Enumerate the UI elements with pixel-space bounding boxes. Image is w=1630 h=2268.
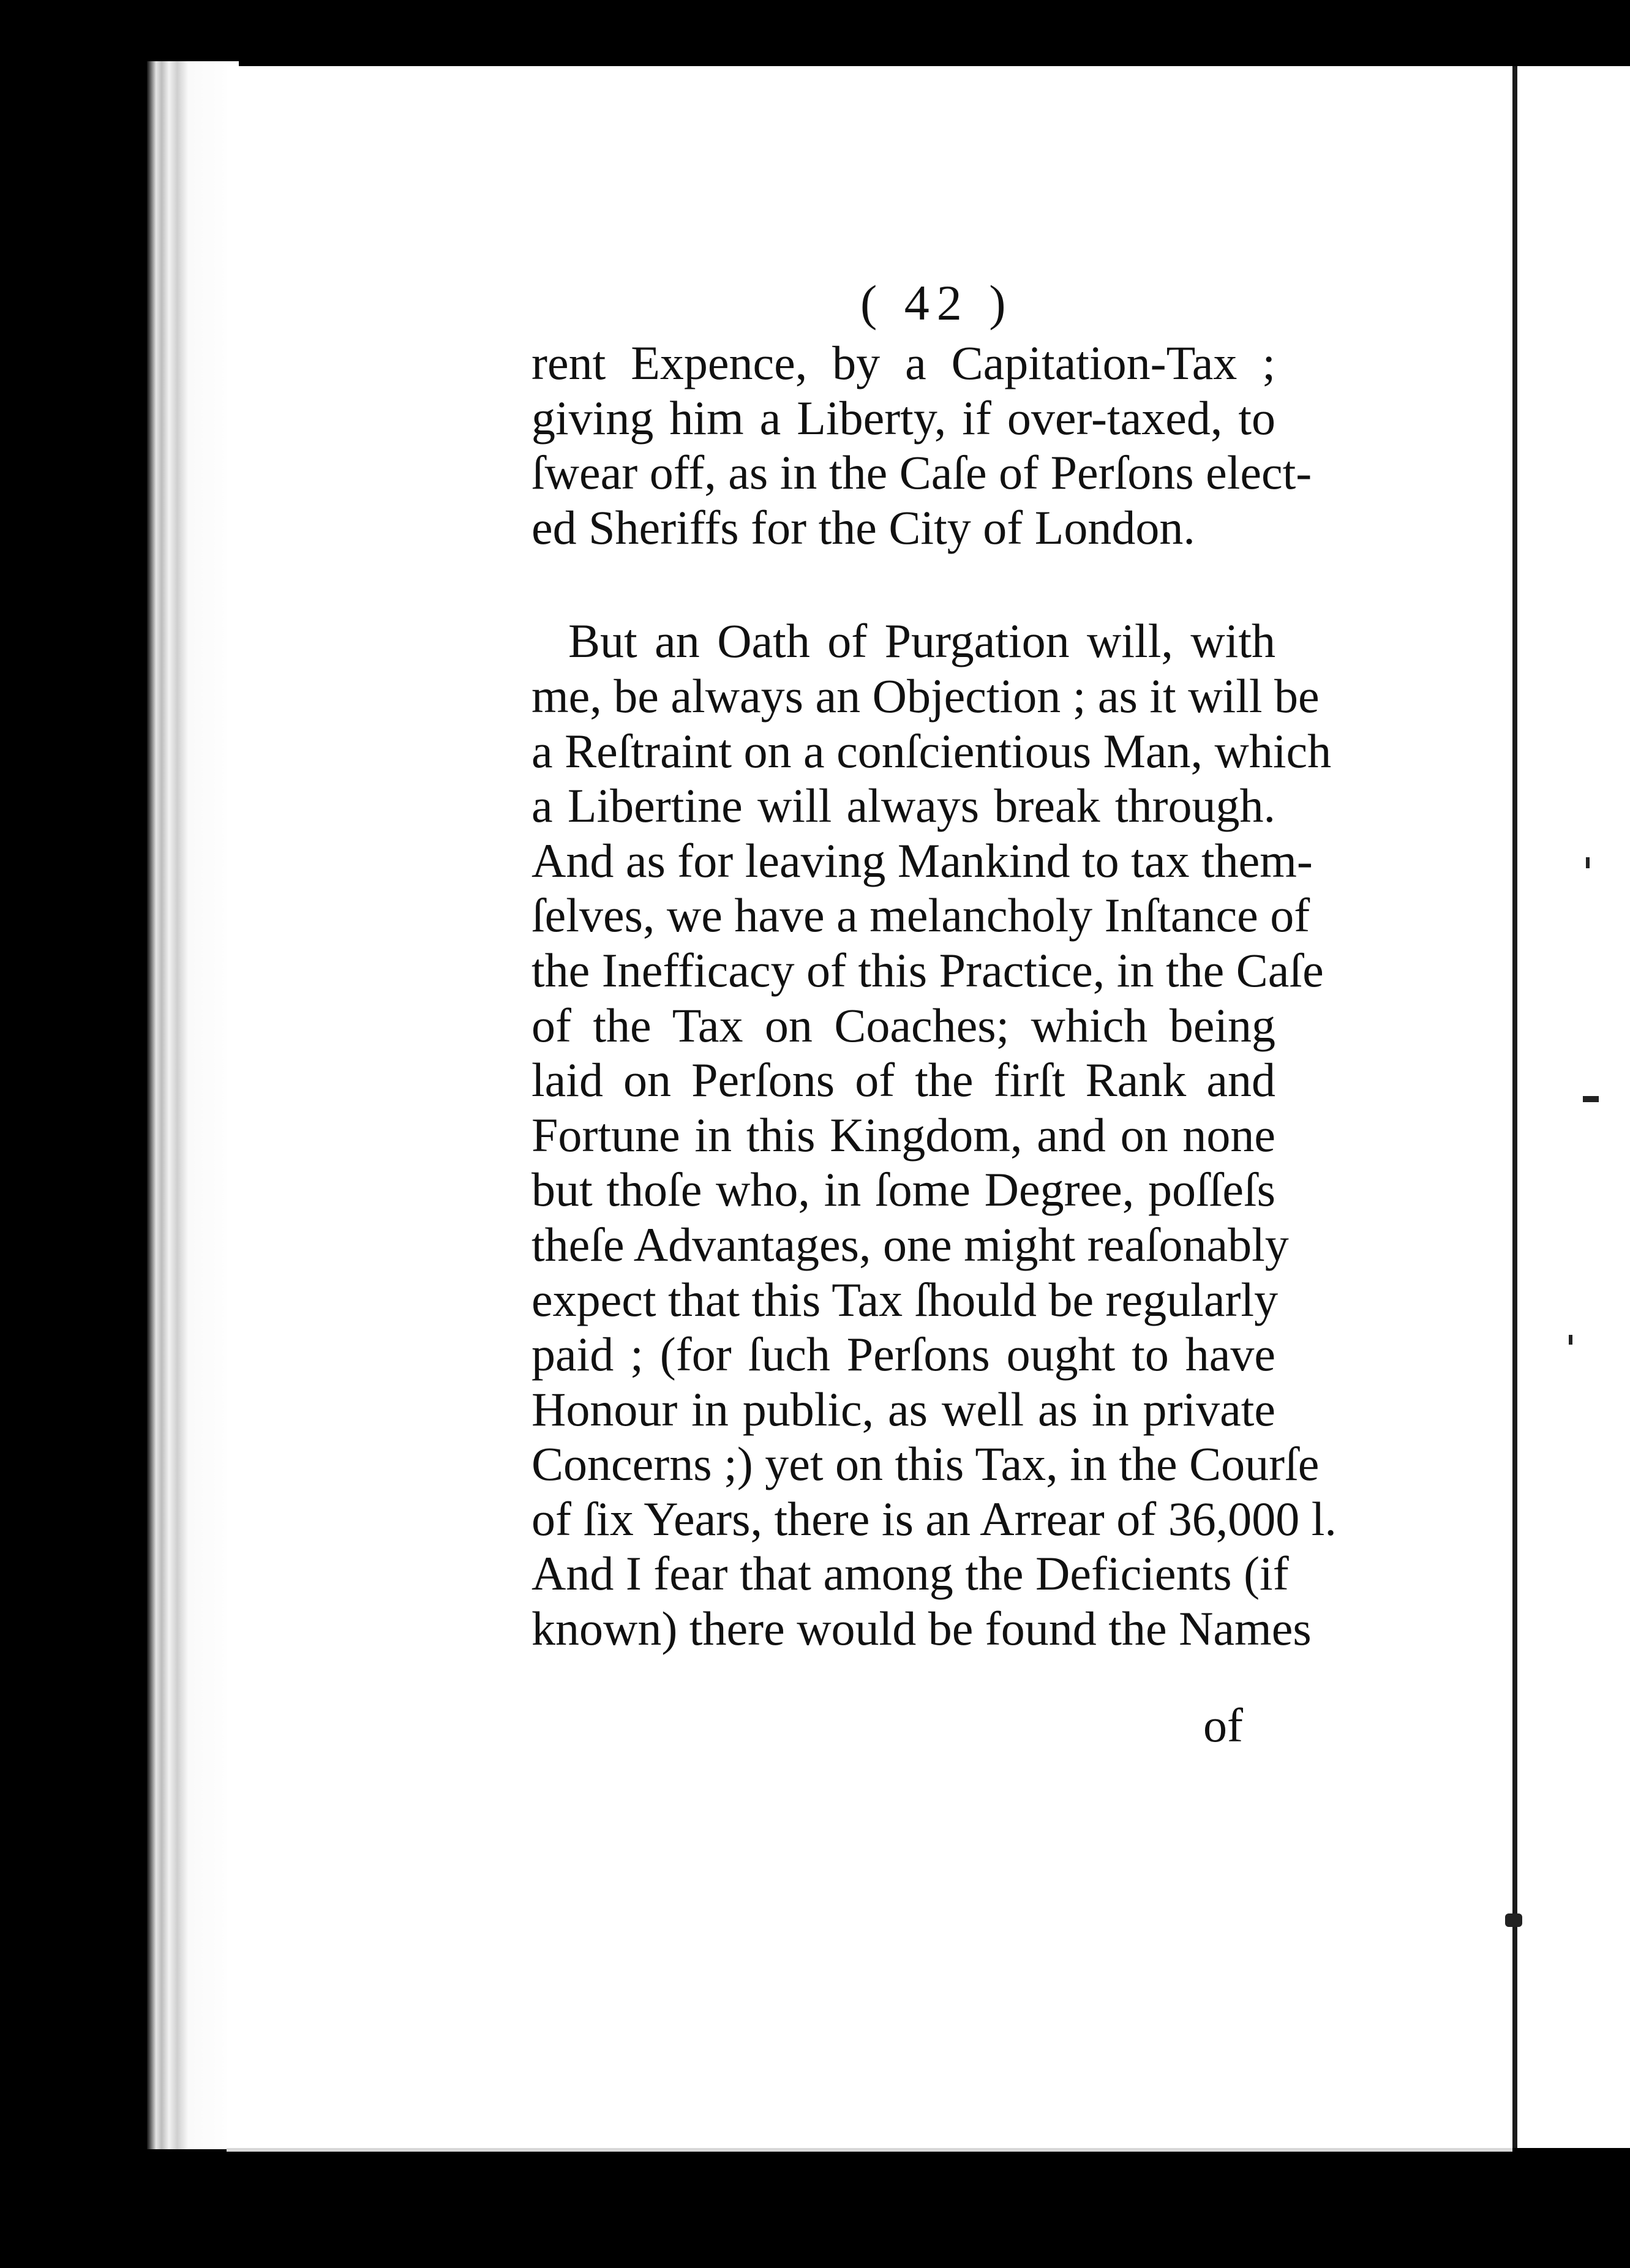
- text-line: of the Tax on Coaches; which being: [531, 998, 1275, 1052]
- text-line: known) there would be found the Names: [531, 1602, 1312, 1656]
- paragraph-gap: [531, 555, 1275, 614]
- paragraph: [531, 336, 1312, 555]
- body-text: [531, 336, 1337, 1656]
- text-line: And as for leaving Mankind to tax them-: [531, 833, 1313, 887]
- text-line: giving him a Liberty, if over-taxed, to: [531, 391, 1275, 445]
- text-line: ſwear off, as in the Caſe of Perſons elect-: [531, 446, 1312, 500]
- margin-mark: [1583, 1096, 1599, 1102]
- text-line: me, be always an Objection ; as it will be: [531, 669, 1320, 723]
- text-line: laid on Perſons of the firſt Rank and: [531, 1053, 1275, 1107]
- text-line: rent Expence, by a Capitation-Tax ;: [531, 336, 1275, 389]
- facing-page-edge: [1512, 66, 1630, 2148]
- paragraph: [531, 614, 1337, 1656]
- text-line: Fortune in this Kingdom, and on none: [531, 1108, 1275, 1162]
- text-line: ſelves, we have a melancholy Inſtance of: [531, 888, 1310, 942]
- text-line: paid ; (for ſuch Perſons ought to have: [531, 1327, 1275, 1381]
- catchword: of: [1203, 1699, 1243, 1752]
- text-line: And I fear that among the Deficients (if: [531, 1547, 1289, 1601]
- text-line: expect that this Tax ſhould be regularly: [531, 1272, 1279, 1326]
- margin-mark: [1505, 1913, 1522, 1927]
- text-line: the Inefficacy of this Practice, in the Caſe: [531, 943, 1324, 997]
- text-line: Honour in public, as well as in private: [531, 1382, 1275, 1436]
- margin-mark: [1586, 857, 1590, 868]
- text-line: but thoſe who, in ſome Degree, poſſeſs: [531, 1163, 1275, 1217]
- book-spine-edges: [147, 61, 239, 2149]
- text-line: a Libertine will always break through.: [531, 779, 1275, 833]
- text-line: ed Sheriffs for the City of London.: [531, 500, 1195, 554]
- text-line: Concerns ;) yet on this Tax, in the Courſe: [531, 1437, 1320, 1491]
- text-line: But an Oath of Purgation will, with: [568, 614, 1275, 668]
- text-line: theſe Advantages, one might reaſonably: [531, 1217, 1289, 1271]
- page-number: ( 42 ): [860, 275, 1013, 331]
- margin-mark: [1569, 1335, 1572, 1345]
- text-line: a Reſtraint on a conſcientious Man, which: [531, 724, 1332, 778]
- text-line: of ſix Years, there is an Arrear of 36,000 l.: [531, 1492, 1337, 1545]
